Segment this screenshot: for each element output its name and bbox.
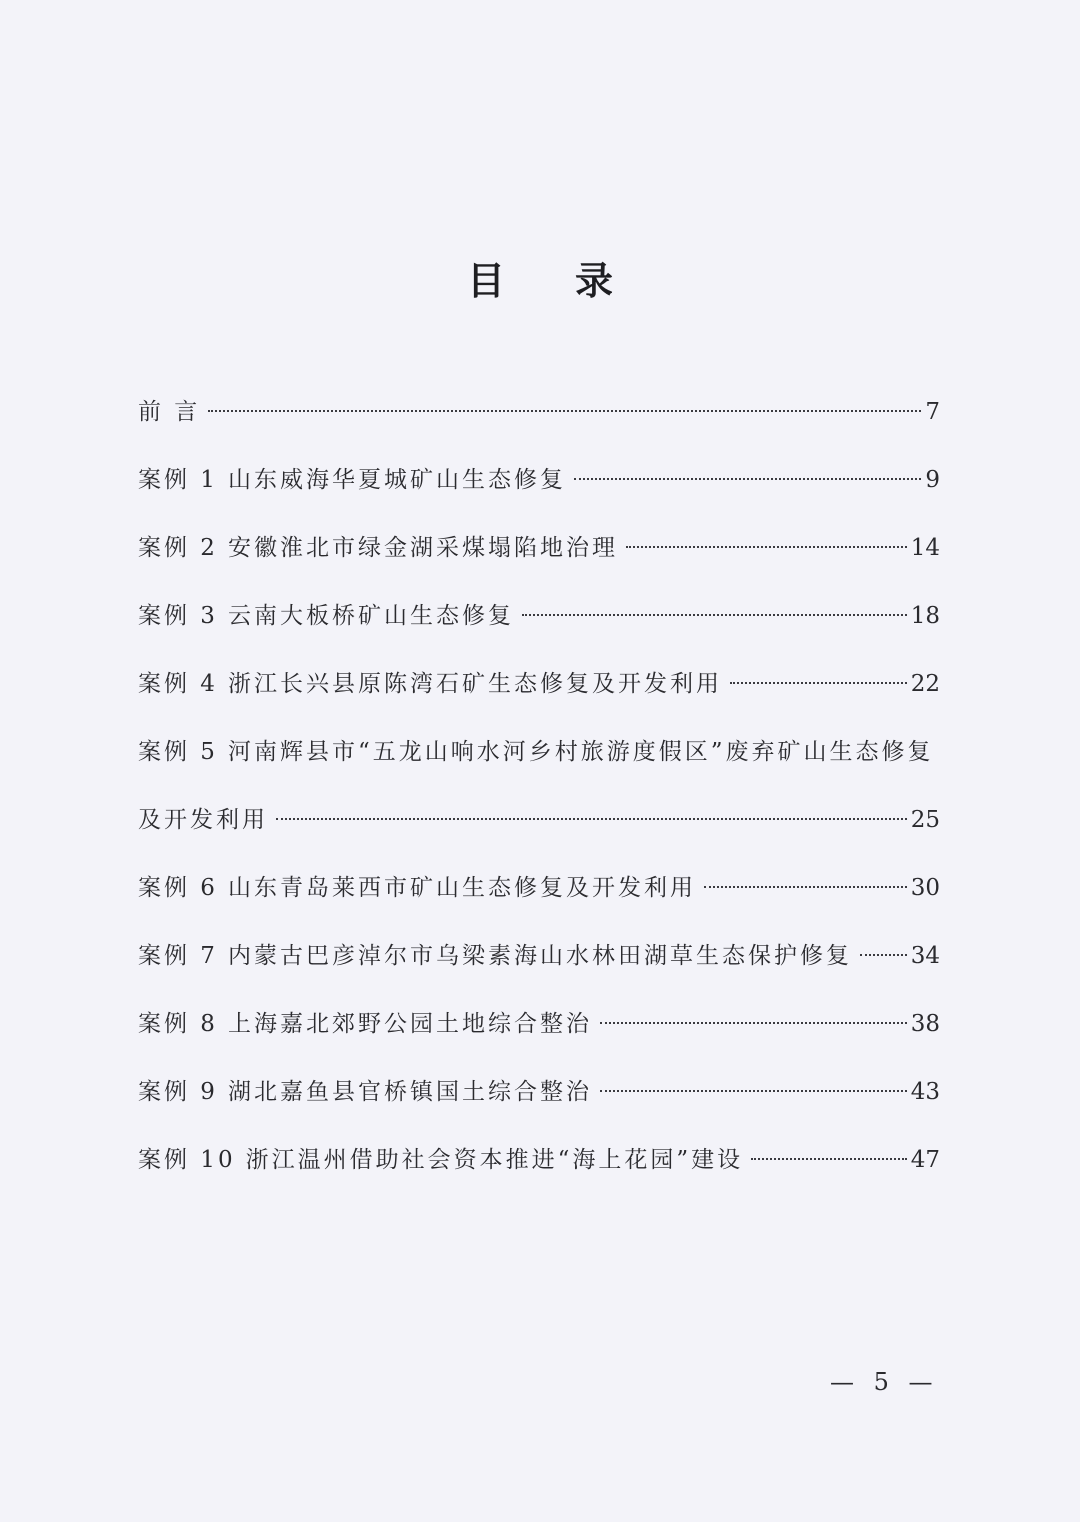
toc-entry-case-10[interactable] <box>138 1140 940 1180</box>
toc-entry-case-5[interactable] <box>138 732 940 840</box>
dot-leader <box>600 1090 907 1092</box>
dot-leader <box>730 682 907 684</box>
toc-entry-case-7[interactable] <box>138 936 940 976</box>
dot-leader <box>860 954 907 956</box>
dot-leader <box>208 410 921 412</box>
toc-entry-title: 河南辉县市“五龙山响水河乡村旅游度假区”废弃矿山生态修复 <box>227 739 934 765</box>
toc-entry-case-9[interactable] <box>138 1072 940 1112</box>
toc-entry-case-6[interactable] <box>138 868 940 908</box>
toc-entry-title: 浙江温州借助社会资本推进“海上花园”建设 <box>245 1147 744 1173</box>
toc-entry-case-1[interactable] <box>138 460 940 500</box>
toc-entry-case-8[interactable] <box>138 1004 940 1044</box>
toc-entry-preface[interactable] <box>138 392 940 432</box>
toc-entry-label: 案例 3 <box>138 603 218 629</box>
toc-entry-title: 山东威海华夏城矿山生态修复 <box>227 467 566 493</box>
toc-entry-title: 湖北嘉鱼县官桥镇国土综合整治 <box>227 1079 592 1105</box>
toc-entry-label: 案例 5 <box>138 739 218 765</box>
toc-entry-title: 浙江长兴县原陈湾石矿生态修复及开发利用 <box>227 671 722 697</box>
toc-title-char-2: 录 <box>574 258 613 303</box>
toc-page-number: 9 <box>925 467 940 493</box>
toc-entry-label: 前 言 <box>138 399 201 425</box>
toc-entry-label: 案例 1 <box>138 467 218 493</box>
toc-entry-title: 上海嘉北郊野公园土地综合整治 <box>227 1011 592 1037</box>
toc-page-number: 30 <box>910 875 940 901</box>
toc-entry-title: 安徽淮北市绿金湖采煤塌陷地治理 <box>227 535 618 561</box>
dot-leader <box>574 478 921 480</box>
toc-title <box>0 250 1080 305</box>
dot-leader <box>751 1158 907 1160</box>
toc-entry-title-continued: 及开发利用 <box>138 807 268 833</box>
toc-entry-title: 山东青岛莱西市矿山生态修复及开发利用 <box>227 875 696 901</box>
toc-entry-case-4[interactable] <box>138 664 940 704</box>
toc-entry-title: 内蒙古巴彦淖尔市乌梁素海山水林田湖草生态保护修复 <box>227 943 852 969</box>
toc-page-number: 14 <box>910 535 940 561</box>
toc-entry-case-2[interactable] <box>138 528 940 568</box>
toc-entry-label: 案例 8 <box>138 1011 218 1037</box>
toc-title-char-1: 目 <box>466 258 505 303</box>
toc-page-number: 38 <box>910 1011 940 1037</box>
dot-leader <box>704 886 907 888</box>
toc-entry-label: 案例 9 <box>138 1079 218 1105</box>
toc-page-number: 18 <box>910 603 940 629</box>
toc-page-number: 47 <box>910 1147 940 1173</box>
toc-page-number: 7 <box>925 399 940 425</box>
toc-entry-label: 案例 4 <box>138 671 218 697</box>
dot-leader <box>600 1022 907 1024</box>
page-number: — 5 — <box>830 1368 939 1396</box>
toc-entry-title: 云南大板桥矿山生态修复 <box>227 603 514 629</box>
toc-entry-label: 案例 6 <box>138 875 218 901</box>
toc-page-number: 34 <box>910 943 940 969</box>
dot-leader <box>276 818 907 820</box>
toc-entry-label: 案例 2 <box>138 535 218 561</box>
toc-page-number: 43 <box>910 1079 940 1105</box>
toc-entry-label: 案例 7 <box>138 943 218 969</box>
toc-page-number: 22 <box>910 671 940 697</box>
toc-page-number: 25 <box>910 807 940 833</box>
toc-entry-label: 案例 10 <box>138 1147 236 1173</box>
dot-leader <box>522 614 907 616</box>
toc-entry-case-3[interactable] <box>138 596 940 636</box>
dot-leader <box>626 546 907 548</box>
